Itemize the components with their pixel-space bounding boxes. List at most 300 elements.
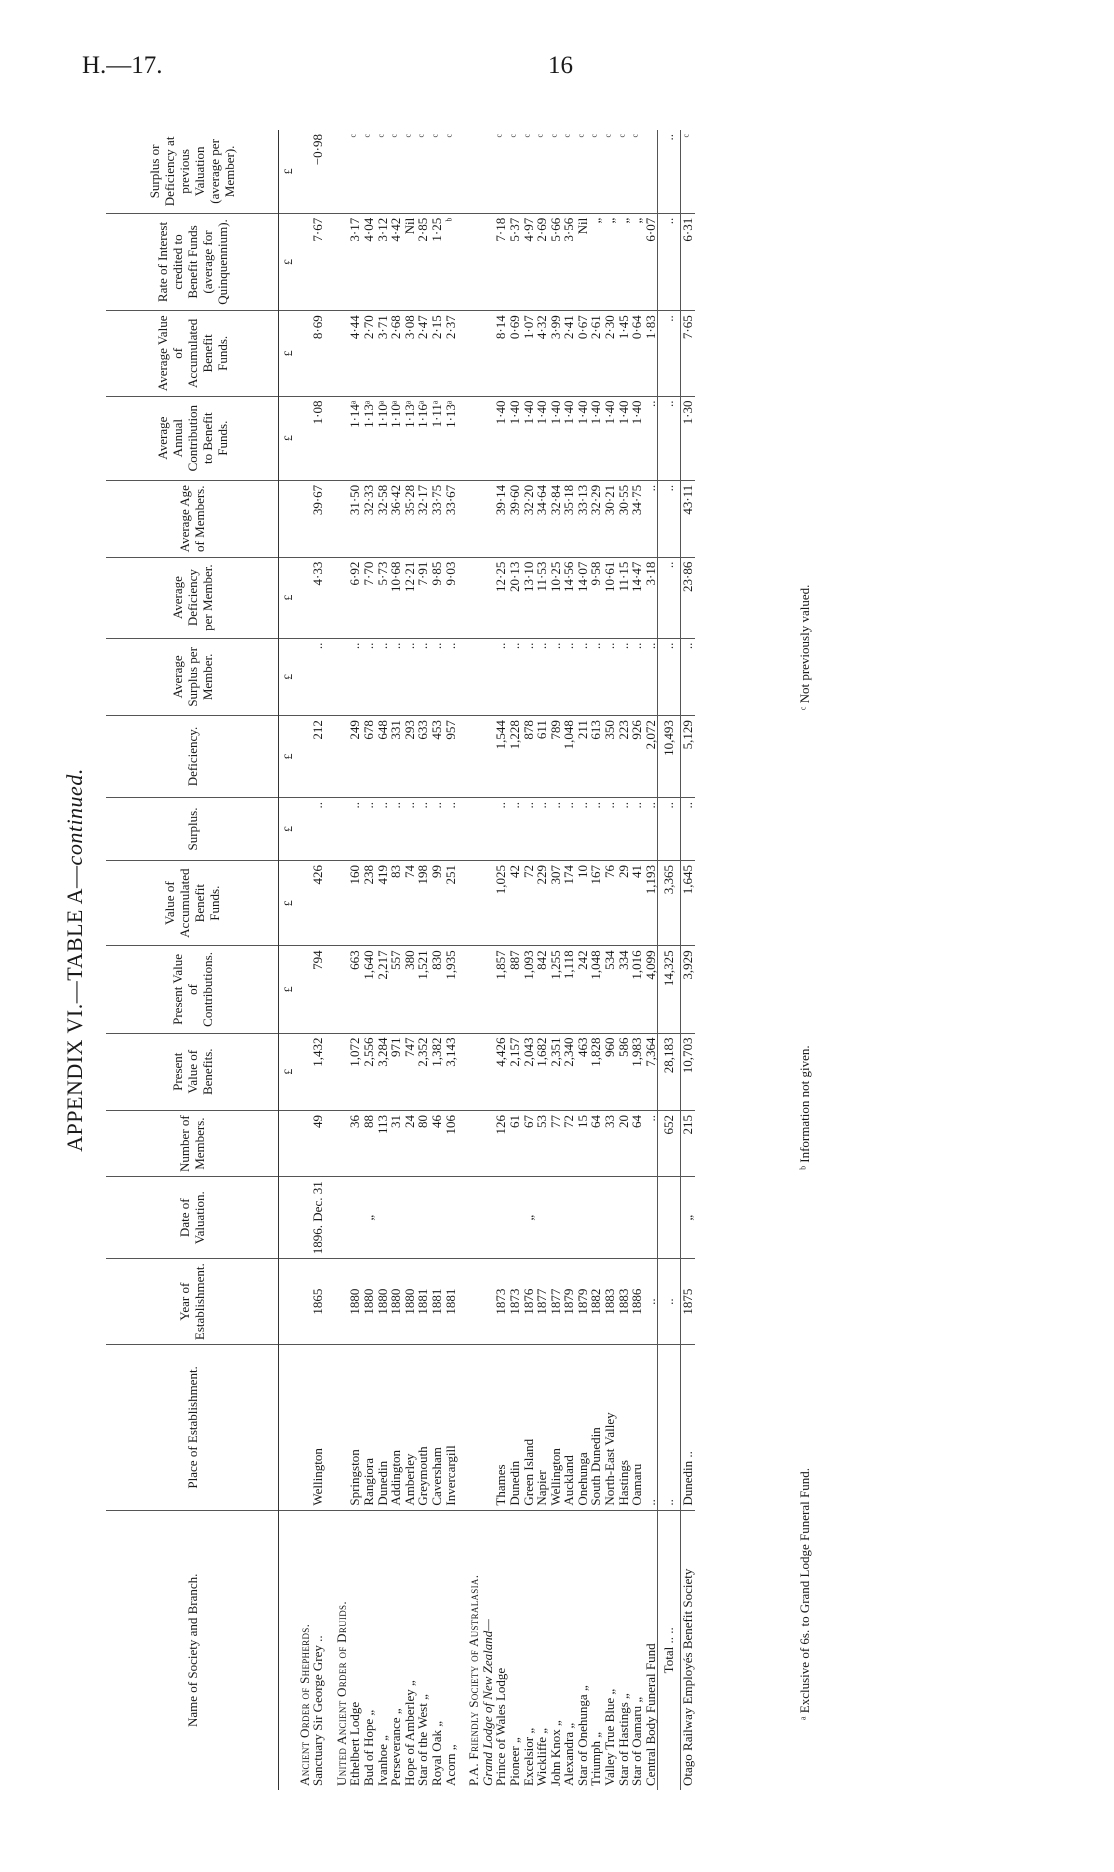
cell-value: 3·08 — [403, 311, 417, 396]
cell-surplus: .. — [376, 797, 390, 860]
cell-name: Perseverance „ — [389, 1510, 403, 1790]
cell-avg-def: 4·33 — [311, 557, 325, 638]
spacer-cell — [325, 797, 335, 860]
cell-value: 2·41 — [562, 311, 576, 396]
cell-rate: 6·31 — [681, 213, 695, 310]
cell-year: 1877 — [549, 1259, 563, 1345]
cell-value: 2·47 — [416, 311, 430, 396]
cell-surplus: .. — [589, 797, 603, 860]
table-row — [348, 130, 362, 1790]
cell-benefits: 3,284 — [376, 1033, 390, 1110]
table-row — [603, 130, 617, 1790]
table-row — [508, 130, 522, 1790]
cell-year: 1883 — [617, 1259, 631, 1345]
cell-date — [416, 1177, 430, 1259]
cell-avg-def: 11·53 — [535, 557, 549, 638]
cell-contribs: 4,099 — [644, 946, 658, 1033]
spacer-cell — [457, 130, 467, 213]
cell-avg-def: 20·13 — [508, 557, 522, 638]
cell-funds: 83 — [389, 861, 403, 946]
table-row — [535, 130, 549, 1790]
column-header: Average Age of Members. — [106, 480, 279, 557]
spacer-cell — [325, 638, 335, 715]
cell-year: 1879 — [562, 1259, 576, 1345]
unit-cell — [279, 1345, 298, 1511]
cell-value: 2·68 — [389, 311, 403, 396]
empty-cell — [467, 130, 481, 213]
cell-members: 64 — [630, 1110, 644, 1176]
cell-age: .. — [658, 480, 681, 557]
cell-deficiency: 878 — [522, 716, 536, 798]
cell-place: Dunedin — [508, 1345, 522, 1511]
cell-age: 36·42 — [389, 480, 403, 557]
cell-prev: ᶜ — [506, 134, 522, 138]
cell-prev: .. — [658, 130, 681, 213]
cell-surplus: .. — [508, 797, 522, 860]
cell-prev: ᶜ — [615, 134, 631, 138]
cell-funds: 42 — [508, 861, 522, 946]
cell-surplus: .. — [617, 797, 631, 860]
cell-members: 126 — [494, 1110, 508, 1176]
cell-name: Triumph „ — [589, 1510, 603, 1790]
table-row — [617, 130, 631, 1790]
units-row — [279, 130, 298, 1790]
empty-cell — [298, 1033, 312, 1110]
unit-cell: £ — [279, 396, 298, 480]
cell-place: Greymouth — [416, 1345, 430, 1511]
cell-benefits: 2,340 — [562, 1033, 576, 1110]
table-row — [549, 130, 563, 1790]
cell-benefits: 2,351 — [549, 1033, 563, 1110]
empty-cell — [481, 311, 495, 396]
cell-avg-surplus: .. — [508, 638, 522, 715]
empty-cell — [467, 213, 481, 310]
empty-cell — [335, 716, 349, 798]
empty-cell — [467, 1177, 481, 1259]
cell-deficiency: 223 — [617, 716, 631, 798]
cell-surplus: .. — [644, 797, 658, 860]
empty-cell — [298, 716, 312, 798]
spacer-cell — [325, 557, 335, 638]
column-header: Average Value of Accumulated Benefit Funds. — [106, 311, 279, 396]
cell-name: Total .. .. — [658, 1510, 681, 1790]
cell-age: 32·29 — [589, 480, 603, 557]
cell-contribs: 794 — [311, 946, 325, 1033]
empty-cell — [298, 797, 312, 860]
cell-date — [348, 1177, 362, 1259]
spacer-cell — [457, 480, 467, 557]
cell-avg-surplus: .. — [376, 638, 390, 715]
spacer-cell — [325, 480, 335, 557]
cell-place: North-East Valley — [603, 1345, 617, 1511]
empty-cell — [481, 797, 495, 860]
cell-date — [535, 1177, 549, 1259]
empty-cell — [298, 1259, 312, 1345]
cell-funds: 29 — [617, 861, 631, 946]
table-row — [311, 130, 325, 1790]
cell-prev: ᶜ — [428, 134, 444, 138]
cell-surplus: .. — [348, 797, 362, 860]
cell-age: 32·84 — [549, 480, 563, 557]
spacer-cell — [457, 1345, 467, 1511]
cell-avg-surplus: .. — [430, 638, 444, 715]
cell-avg-surplus: .. — [389, 638, 403, 715]
cell-members: 77 — [549, 1110, 563, 1176]
footnote-c: ᶜ Not previously valued. — [797, 584, 812, 710]
empty-cell — [481, 1345, 495, 1511]
cell-rate: .. — [658, 213, 681, 310]
empty-cell — [298, 638, 312, 715]
cell-deficiency: 249 — [348, 716, 362, 798]
cell-year: 1875 — [681, 1259, 695, 1345]
unit-cell: £ — [279, 213, 298, 310]
cell-age: 32·33 — [362, 480, 376, 557]
cell-date: „ — [522, 1177, 536, 1259]
cell-contribs: 534 — [603, 946, 617, 1033]
empty-cell — [467, 861, 481, 946]
empty-cell — [467, 716, 481, 798]
empty-cell — [467, 396, 481, 480]
cell-surplus: .. — [444, 797, 458, 860]
cell-members: 31 — [389, 1110, 403, 1176]
cell-avg-surplus: .. — [444, 638, 458, 715]
spacer-cell — [325, 1345, 335, 1511]
cell-date — [508, 1177, 522, 1259]
cell-benefits: 3,143 — [444, 1033, 458, 1110]
header-row — [106, 130, 279, 1790]
cell-benefits: 960 — [603, 1033, 617, 1110]
cell-place: Springston — [348, 1345, 362, 1511]
cell-name: Hope of Amberley „ — [403, 1510, 417, 1790]
cell-year: 1876 — [522, 1259, 536, 1345]
cell-contribs: 1,093 — [522, 946, 536, 1033]
cell-surplus: .. — [522, 797, 536, 860]
cell-name: Star of Hastings „ — [617, 1510, 631, 1790]
cell-benefits: 2,352 — [416, 1033, 430, 1110]
cell-surplus: .. — [576, 797, 590, 860]
spacer-cell — [325, 716, 335, 798]
cell-place: Wellington — [549, 1345, 563, 1511]
empty-cell — [467, 638, 481, 715]
cell-contribs: 1,118 — [562, 946, 576, 1033]
cell-value: 2·15 — [430, 311, 444, 396]
subheading-row — [481, 130, 495, 1790]
cell-value: 2·37 — [444, 311, 458, 396]
empty-cell — [335, 557, 349, 638]
cell-deficiency: 293 — [403, 716, 417, 798]
cell-members: 88 — [362, 1110, 376, 1176]
cell-surplus: .. — [403, 797, 417, 860]
cell-place: Thames — [494, 1345, 508, 1511]
cell-avg-surplus: .. — [576, 638, 590, 715]
cell-value: 8·69 — [311, 311, 325, 396]
cell-deficiency: 678 — [362, 716, 376, 798]
empty-cell — [335, 480, 349, 557]
cell-age: 39·14 — [494, 480, 508, 557]
unit-cell — [279, 1259, 298, 1345]
cell-deficiency: 648 — [376, 716, 390, 798]
cell-benefits: 2,043 — [522, 1033, 536, 1110]
cell-year: 1880 — [389, 1259, 403, 1345]
spacer-cell — [457, 396, 467, 480]
empty-cell — [467, 1110, 481, 1176]
table-row — [362, 130, 376, 1790]
cell-avg-surplus: .. — [535, 638, 549, 715]
cell-name: Otago Railway Employés Benefit Society — [681, 1510, 695, 1790]
cell-year: .. — [644, 1259, 658, 1345]
cell-funds: 419 — [376, 861, 390, 946]
cell-contrib: 1·40 — [630, 396, 644, 480]
column-header: Average Deficiency per Member. — [106, 557, 279, 638]
cell-benefits: 7,364 — [644, 1033, 658, 1110]
cell-date: 1896. Dec. 31 — [311, 1177, 325, 1259]
cell-contrib: 1·13ᵃ — [444, 396, 458, 480]
cell-name: Wickliffe „ — [535, 1510, 549, 1790]
cell-surplus: .. — [494, 797, 508, 860]
cell-avg-def: 6·92 — [348, 557, 362, 638]
cell-rate: ᵇ — [444, 213, 458, 310]
spacer-cell — [325, 130, 335, 213]
cell-funds: 10 — [576, 861, 590, 946]
cell-date — [603, 1177, 617, 1259]
unit-cell: £ — [279, 1033, 298, 1110]
cell-place: Hastings — [617, 1345, 631, 1511]
cell-prev: ᶜ — [561, 134, 577, 138]
empty-cell — [298, 946, 312, 1033]
empty-cell — [481, 213, 495, 310]
cell-members: 67 — [522, 1110, 536, 1176]
cell-year: 1881 — [444, 1259, 458, 1345]
cell-surplus: .. — [681, 797, 695, 860]
footnote-a: ᵃ Exclusive of 6s. to Grand Lodge Funeral Fund. — [797, 1468, 812, 1720]
cell-place: Green Island — [522, 1345, 536, 1511]
empty-cell — [481, 557, 495, 638]
cell-prev: ᶜ — [347, 134, 363, 138]
table-row — [562, 130, 576, 1790]
column-header: Surplus. — [106, 797, 279, 860]
cell-prev: ᶜ — [388, 134, 404, 138]
cell-contrib: 1·10ᵃ — [389, 396, 403, 480]
cell-deficiency: 1,048 — [562, 716, 576, 798]
society-heading: United Ancient Order of Druids. — [335, 1510, 349, 1790]
cell-avg-surplus: .. — [681, 638, 695, 715]
cell-deficiency: 957 — [444, 716, 458, 798]
table-row — [630, 130, 644, 1790]
cell-date — [430, 1177, 444, 1259]
page-number: 16 — [548, 52, 573, 79]
cell-deficiency: 633 — [416, 716, 430, 798]
empty-cell — [467, 1033, 481, 1110]
cell-age: 39·60 — [508, 480, 522, 557]
cell-value: 1·45 — [617, 311, 631, 396]
empty-cell — [335, 311, 349, 396]
empty-cell — [467, 946, 481, 1033]
unit-cell: £ — [279, 311, 298, 396]
cell-age: 43·11 — [681, 480, 695, 557]
cell-members: 113 — [376, 1110, 390, 1176]
unit-cell — [279, 1110, 298, 1176]
cell-funds: 1,025 — [494, 861, 508, 946]
cell-date: „ — [681, 1177, 695, 1259]
cell-contribs: 3,929 — [681, 946, 695, 1033]
cell-contribs: 334 — [617, 946, 631, 1033]
cell-date — [376, 1177, 390, 1259]
cell-rate: 6·07 — [644, 213, 658, 310]
cell-members: 24 — [403, 1110, 417, 1176]
cell-members: 20 — [617, 1110, 631, 1176]
cell-name: Bud of Hope „ — [362, 1510, 376, 1790]
spacer-cell — [457, 797, 467, 860]
cell-contribs: 1,521 — [416, 946, 430, 1033]
cell-age: 34·64 — [535, 480, 549, 557]
cell-avg-surplus: .. — [562, 638, 576, 715]
empty-cell — [481, 861, 495, 946]
cell-contrib: 1·40 — [603, 396, 617, 480]
cell-rate: „ — [589, 213, 603, 310]
cell-members: 61 — [508, 1110, 522, 1176]
cell-place: South Dunedin — [589, 1345, 603, 1511]
cell-avg-surplus: .. — [348, 638, 362, 715]
cell-avg-def: 9·03 — [444, 557, 458, 638]
cell-prev: ᶜ — [520, 134, 536, 138]
cell-value: 7·65 — [681, 311, 695, 396]
cell-prev: ᶜ — [574, 134, 590, 138]
cell-contribs: 380 — [403, 946, 417, 1033]
cell-contrib: 1·11ᵃ — [430, 396, 444, 480]
cell-place: .. — [644, 1345, 658, 1511]
cell-surplus: .. — [416, 797, 430, 860]
cell-avg-surplus: .. — [522, 638, 536, 715]
column-header: Average Surplus per Member. — [106, 638, 279, 715]
cell-avg-def: 13·10 — [522, 557, 536, 638]
empty-cell — [481, 638, 495, 715]
table-title — [62, 130, 88, 1790]
cell-age: 33·75 — [430, 480, 444, 557]
cell-year: 1873 — [508, 1259, 522, 1345]
empty-cell — [298, 1177, 312, 1259]
unit-cell — [279, 1510, 298, 1790]
rotated-table-block — [62, 130, 852, 1790]
cell-avg-def: 10·25 — [549, 557, 563, 638]
cell-age: 39·67 — [311, 480, 325, 557]
cell-avg-def: 11·15 — [617, 557, 631, 638]
cell-members: 49 — [311, 1110, 325, 1176]
table-row — [522, 130, 536, 1790]
empty-cell — [298, 1110, 312, 1176]
empty-cell — [298, 311, 312, 396]
cell-place: Invercargill — [444, 1345, 458, 1511]
spacer-cell — [325, 396, 335, 480]
empty-cell — [335, 638, 349, 715]
cell-benefits: 463 — [576, 1033, 590, 1110]
cell-age: .. — [644, 480, 658, 557]
empty-cell — [481, 716, 495, 798]
cell-avg-def: 7·70 — [362, 557, 376, 638]
cell-contrib: 1·13ᵃ — [362, 396, 376, 480]
cell-value: 0·69 — [508, 311, 522, 396]
cell-contribs: 1,857 — [494, 946, 508, 1033]
empty-cell — [298, 1345, 312, 1511]
table-row — [494, 130, 508, 1790]
cell-year: 1886 — [630, 1259, 644, 1345]
empty-cell — [298, 396, 312, 480]
cell-avg-def: 9·85 — [430, 557, 444, 638]
cell-avg-surplus: .. — [644, 638, 658, 715]
cell-place: Auckland — [562, 1345, 576, 1511]
cell-year: 1880 — [376, 1259, 390, 1345]
cell-contrib: 1·40 — [535, 396, 549, 480]
spacer-cell — [325, 1033, 335, 1110]
cell-funds: 307 — [549, 861, 563, 946]
cell-contribs: 1,048 — [589, 946, 603, 1033]
cell-surplus: .. — [535, 797, 549, 860]
cell-name: Acorn „ — [444, 1510, 458, 1790]
empty-cell — [335, 946, 349, 1033]
cell-avg-def: 12·21 — [403, 557, 417, 638]
cell-members: 64 — [589, 1110, 603, 1176]
cell-funds: 167 — [589, 861, 603, 946]
cell-avg-surplus: .. — [494, 638, 508, 715]
cell-contribs: 830 — [430, 946, 444, 1033]
cell-prev: ᶜ — [547, 134, 563, 138]
cell-rate: „ — [617, 213, 631, 310]
cell-date — [630, 1177, 644, 1259]
unit-cell: £ — [279, 638, 298, 715]
cell-prev — [644, 130, 658, 213]
cell-contribs: 14,325 — [658, 946, 681, 1033]
empty-cell — [467, 311, 481, 396]
cell-value: 1·83 — [644, 311, 658, 396]
cell-name: Excelsior „ — [522, 1510, 536, 1790]
empty-cell — [467, 480, 481, 557]
empty-cell — [335, 1345, 349, 1511]
table-row — [576, 130, 590, 1790]
empty-cell — [298, 861, 312, 946]
empty-cell — [481, 396, 495, 480]
cell-rate: 3·12 — [376, 213, 390, 310]
empty-cell — [298, 557, 312, 638]
page-reference: H.—17. — [82, 52, 163, 79]
cell-funds: 1,645 — [681, 861, 695, 946]
column-header: Present Value of Benefits. — [106, 1033, 279, 1110]
cell-avg-surplus: .. — [362, 638, 376, 715]
cell-benefits: 1,382 — [430, 1033, 444, 1110]
cell-contrib: 1·16ᵃ — [416, 396, 430, 480]
cell-value: .. — [658, 311, 681, 396]
cell-value: 0·64 — [630, 311, 644, 396]
spacer-row — [325, 130, 335, 1790]
cell-contribs: 1,255 — [549, 946, 563, 1033]
column-header: Surplus or Deficiency at previous Valuation (average per Member). — [106, 130, 279, 213]
cell-prev: ᶜ — [493, 134, 509, 138]
cell-deficiency: 926 — [630, 716, 644, 798]
cell-age: 35·18 — [562, 480, 576, 557]
cell-name: Alexandra „ — [562, 1510, 576, 1790]
empty-cell — [298, 130, 312, 213]
spacer-cell — [325, 1259, 335, 1345]
cell-year: 1873 — [494, 1259, 508, 1345]
cell-rate: 3·56 — [562, 213, 576, 310]
cell-deficiency: 211 — [576, 716, 590, 798]
table-row — [589, 130, 603, 1790]
cell-deficiency: 2,072 — [644, 716, 658, 798]
cell-funds: 229 — [535, 861, 549, 946]
cell-members: .. — [644, 1110, 658, 1176]
cell-date — [644, 1177, 658, 1259]
cell-prev: ᶜ — [401, 134, 417, 138]
cell-avg-def: 23·86 — [681, 557, 695, 638]
cell-date — [576, 1177, 590, 1259]
